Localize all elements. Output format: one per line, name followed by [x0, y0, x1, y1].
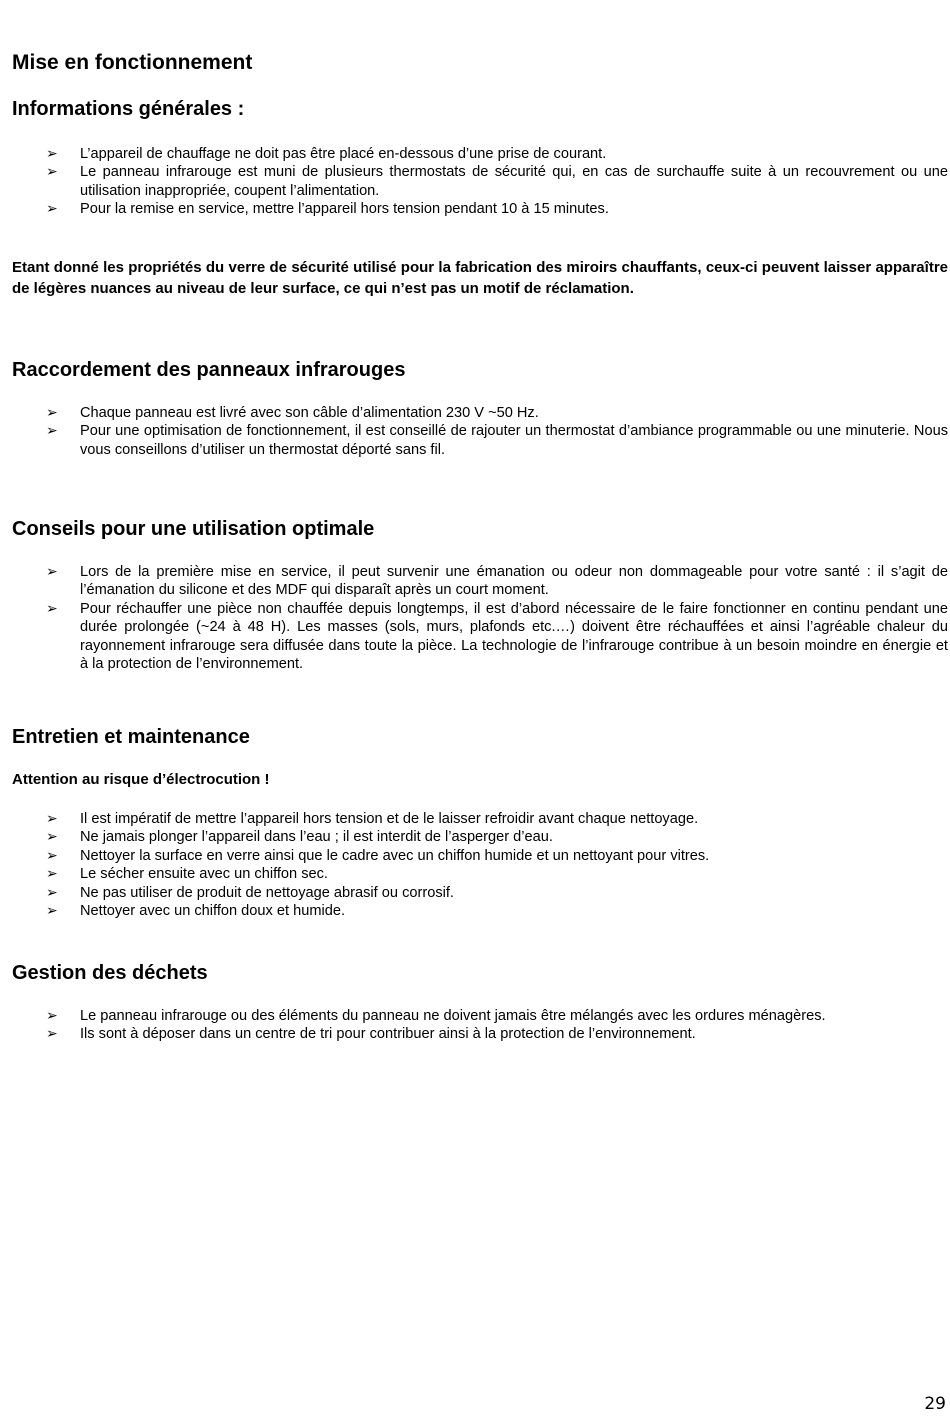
arrow-bullet-icon: ➢	[46, 423, 58, 440]
arrow-bullet-icon: ➢	[46, 1008, 58, 1024]
list-item: ➢ Ils sont à déposer dans un centre de tri pour contribuer ainsi à la protection de l’environnement.	[46, 1026, 696, 1043]
arrow-bullet-icon: ➢	[46, 201, 58, 218]
list-item: ➢ Chaque panneau est livré avec son câble d’alimentation 230 V ~50 Hz.	[46, 405, 539, 421]
maintenance-heading: Entretien et maintenance	[12, 726, 250, 748]
list-item: ➢ L’appareil de chauffage ne doit pas être placé en-dessous d’une prise de courant.	[46, 146, 607, 162]
list-item: ➢ Le sécher ensuite avec un chiffon sec.	[46, 866, 328, 883]
list-item: ➢ Nettoyer avec un chiffon doux et humide.	[46, 903, 346, 920]
list-item: ➢ Pour la remise en service, mettre l’appareil hors tension pendant 10 à 15 minutes.	[46, 201, 609, 218]
connection-list	[12, 404, 948, 459]
list-item: ➢ Pour réchauffer une pièce non chauffée depuis longtemps, il est d’abord nécessaire de le faire fonctionner en continu pendant une durée prolongée (~24 à 48 H). Les masses (sols, murs, plafonds etc.…) doivent être réchauffées et ainsi l’agréable chaleur du rayonnement infrarouge sera diffusée dans toute la pièce. La technologie de l’infrarouge contribue à un besoin moindre en énergie et à la protection de l’environnement.	[46, 600, 948, 673]
arrow-bullet-icon: ➢	[46, 564, 58, 580]
advice-heading: Conseils pour une utilisation optimale	[12, 518, 375, 540]
page-number: 29	[924, 1394, 946, 1414]
arrow-bullet-icon: ➢	[46, 164, 58, 181]
list-item: ➢ Il est impératif de mettre l’appareil hors tension et de le laisser refroidir avant chaque nettoyage.	[46, 811, 699, 827]
electrocution-warning: Attention au risque d’électrocution !	[12, 771, 270, 788]
arrow-bullet-icon: ➢	[46, 866, 58, 883]
general-heading: Informations générales :	[12, 98, 245, 120]
arrow-bullet-icon: ➢	[46, 811, 58, 827]
list-item: ➢ Le panneau infrarouge est muni de plusieurs thermostats de sécurité qui, en cas de surchauffe suite à un recouvrement ou une utilisation inappropriée, coupent l’alimentation.	[46, 164, 948, 199]
arrow-bullet-icon: ➢	[46, 829, 58, 846]
list-item: ➢ Lors de la première mise en service, il peut survenir une émanation ou odeur non dommageable pour votre santé : il s’agit de l’émanation du silicone et des MDF qui disparaît après un court moment.	[46, 564, 948, 599]
safety-glass-note: Etant donné les propriétés du verre de sécurité utilisé pour la fabrication des miroirs chauffants, ceux-ci peuvent laisser apparaître de légères nuances au niveau de leur surface, ce qui n’est pas un motif de réclamation.	[12, 259, 948, 297]
list-item: ➢ Ne jamais plonger l’appareil dans l’eau ; il est interdit de l’asperger d’eau.	[46, 829, 553, 846]
arrow-bullet-icon: ➢	[46, 146, 58, 162]
arrow-bullet-icon: ➢	[46, 600, 58, 617]
waste-heading: Gestion des déchets	[12, 962, 208, 984]
waste-list	[12, 1007, 948, 1044]
arrow-bullet-icon: ➢	[46, 1026, 58, 1043]
advice-list	[12, 563, 948, 673]
general-list	[12, 145, 948, 219]
list-item: ➢ Pour une optimisation de fonctionnement, il est conseillé de rajouter un thermostat d’ambiance programmable ou une minuterie. Nous vous conseillons d’utiliser un thermostat déporté sans fil.	[46, 423, 948, 458]
list-item: ➢ Le panneau infrarouge ou des éléments du panneau ne doivent jamais être mélangés avec les ordures ménagères.	[46, 1008, 826, 1024]
list-item: ➢ Ne pas utiliser de produit de nettoyage abrasif ou corrosif.	[46, 884, 454, 901]
arrow-bullet-icon: ➢	[46, 884, 58, 901]
connection-heading: Raccordement des panneaux infrarouges	[12, 359, 406, 381]
page-title: Mise en fonctionnement	[12, 51, 253, 74]
arrow-bullet-icon: ➢	[46, 903, 58, 920]
arrow-bullet-icon: ➢	[46, 847, 58, 864]
arrow-bullet-icon: ➢	[46, 405, 58, 421]
list-item: ➢ Nettoyer la surface en verre ainsi que le cadre avec un chiffon humide et un nettoyant pour vitres.	[46, 847, 710, 864]
maintenance-list	[12, 810, 948, 920]
